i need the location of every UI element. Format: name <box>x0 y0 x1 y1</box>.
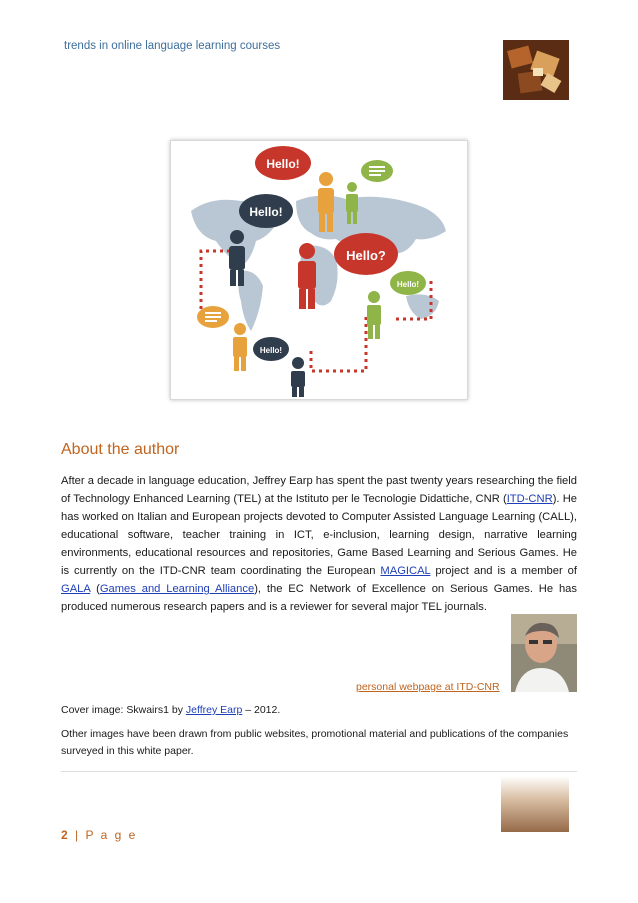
footer-separator: | <box>75 828 81 842</box>
page-footer <box>61 828 137 842</box>
svg-text:Hello!: Hello! <box>249 205 283 219</box>
svg-text:Hello!: Hello! <box>396 280 420 289</box>
cover-image-credit: Cover image: Skwairs1 by Jeffrey Earp – 2012. <box>61 704 281 716</box>
running-header: trends in online language learning courses <box>64 40 281 52</box>
magical-link[interactable]: MAGICAL <box>380 565 431 577</box>
hello-bubble-2 <box>239 194 293 228</box>
author-bio: After a decade in language education, Jeffrey Earp has spent the past twenty years researching the field of Technology Enhanced Learning (TEL) at the Istituto per le Tecnologie Didattiche, CNR (ITD-CNR). He has worked on Italian and European projects devoted to Computer Assisted Language Learning (CALL), educational software, teacher training in ICT, e-inclusion, learning design, narrative learning environments, educational resources and repositories, Game Based Learning and Serious Games. He is currently on the ITD-CNR team coordinating the European MAGICAL project and is a member of GALA (Games and Learning Alliance), the EC Network of Excellence on Serious Games. He has produced numerous research papers and is a reviewer for several major TEL journals. <box>61 475 577 613</box>
gala-link[interactable]: GALA <box>61 583 91 595</box>
itd-cnr-link[interactable]: ITD-CNR <box>506 493 553 505</box>
footer-logo-image <box>501 776 569 832</box>
svg-text:Hello?: Hello? <box>346 248 386 263</box>
page-label: P a g e <box>85 828 138 842</box>
personal-webpage-link[interactable]: personal webpage at ITD-CNR <box>356 681 500 693</box>
other-images-note: Other images have been drawn from public websites, promotional material and publications of the companies surveyed in this white paper. <box>61 728 569 757</box>
hello-bubble-1 <box>255 146 311 180</box>
hello-bubble-4 <box>390 271 426 295</box>
section-heading: About the author <box>61 441 180 458</box>
hello-bubble-3 <box>334 233 398 275</box>
footer-divider <box>61 771 577 772</box>
credit-author-link[interactable]: Jeffrey Earp <box>185 704 243 716</box>
header-logo-image <box>503 40 569 100</box>
hello-bubble-5 <box>253 337 289 361</box>
svg-text:Hello!: Hello! <box>266 157 300 171</box>
hero-illustration <box>170 140 468 400</box>
svg-text:Hello!: Hello! <box>259 346 283 355</box>
gala-full-link[interactable]: Games and Learning Alliance <box>99 583 255 595</box>
page-number: 2 <box>61 828 70 842</box>
author-photo <box>511 614 577 692</box>
